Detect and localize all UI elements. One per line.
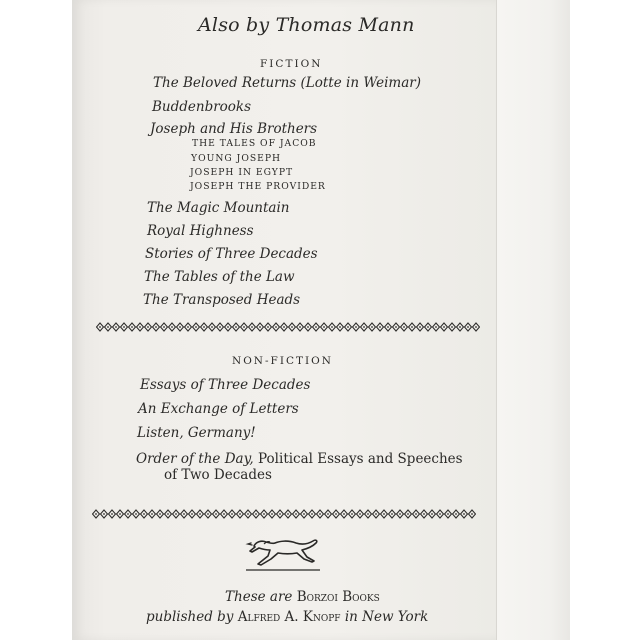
fiction-title: The Beloved Returns (Lotte in Weimar) — [153, 75, 421, 91]
facing-page-edge — [496, 0, 571, 640]
nonfiction-title — [136, 451, 463, 467]
joseph-part: JOSEPH IN EGYPT — [190, 167, 294, 178]
colophon-city: New York — [362, 609, 429, 625]
nonfiction-title: Listen, Germany! — [137, 425, 256, 441]
colophon-publisher: Alfred A. Knopf — [237, 609, 341, 625]
nonfiction-title: An Exchange of Letters — [138, 401, 299, 417]
fiction-title: Joseph and His Brothers — [150, 121, 318, 137]
joseph-part: YOUNG JOSEPH — [191, 153, 282, 164]
colophon-text: in — [344, 609, 358, 625]
colophon-line-1 — [225, 589, 380, 605]
nonfiction-title: Essays of Three Decades — [140, 377, 311, 393]
fiction-title: The Transposed Heads — [143, 292, 301, 308]
fiction-title: Stories of Three Decades — [145, 246, 318, 262]
borzoi-dog-logo — [244, 532, 322, 574]
colophon-text: published by — [146, 609, 234, 625]
order-subtitle-line2: of Two Decades — [164, 467, 272, 483]
fiction-title: Buddenbrooks — [152, 99, 252, 115]
ornamental-rule — [96, 322, 480, 332]
page-heading: Also by Thomas Mann — [198, 14, 415, 36]
fiction-title: The Magic Mountain — [147, 200, 290, 216]
order-subtitle: Political Essays and Speeches — [258, 451, 463, 467]
colophon-imprint: Borzoi Books — [296, 589, 380, 605]
fiction-section-label: FICTION — [260, 58, 323, 70]
nonfiction-section-label: NON-FICTION — [232, 355, 333, 367]
fiction-title: Royal Highness — [147, 223, 254, 239]
joseph-part: THE TALES OF JACOB — [192, 138, 317, 149]
fiction-title: The Tables of the Law — [144, 269, 295, 285]
colophon-text: These are — [225, 589, 293, 605]
order-title: Order of the Day, — [136, 451, 254, 467]
colophon-line-2 — [146, 609, 428, 625]
joseph-part: JOSEPH THE PROVIDER — [190, 181, 326, 192]
ornamental-rule — [92, 509, 476, 519]
background — [570, 0, 640, 640]
